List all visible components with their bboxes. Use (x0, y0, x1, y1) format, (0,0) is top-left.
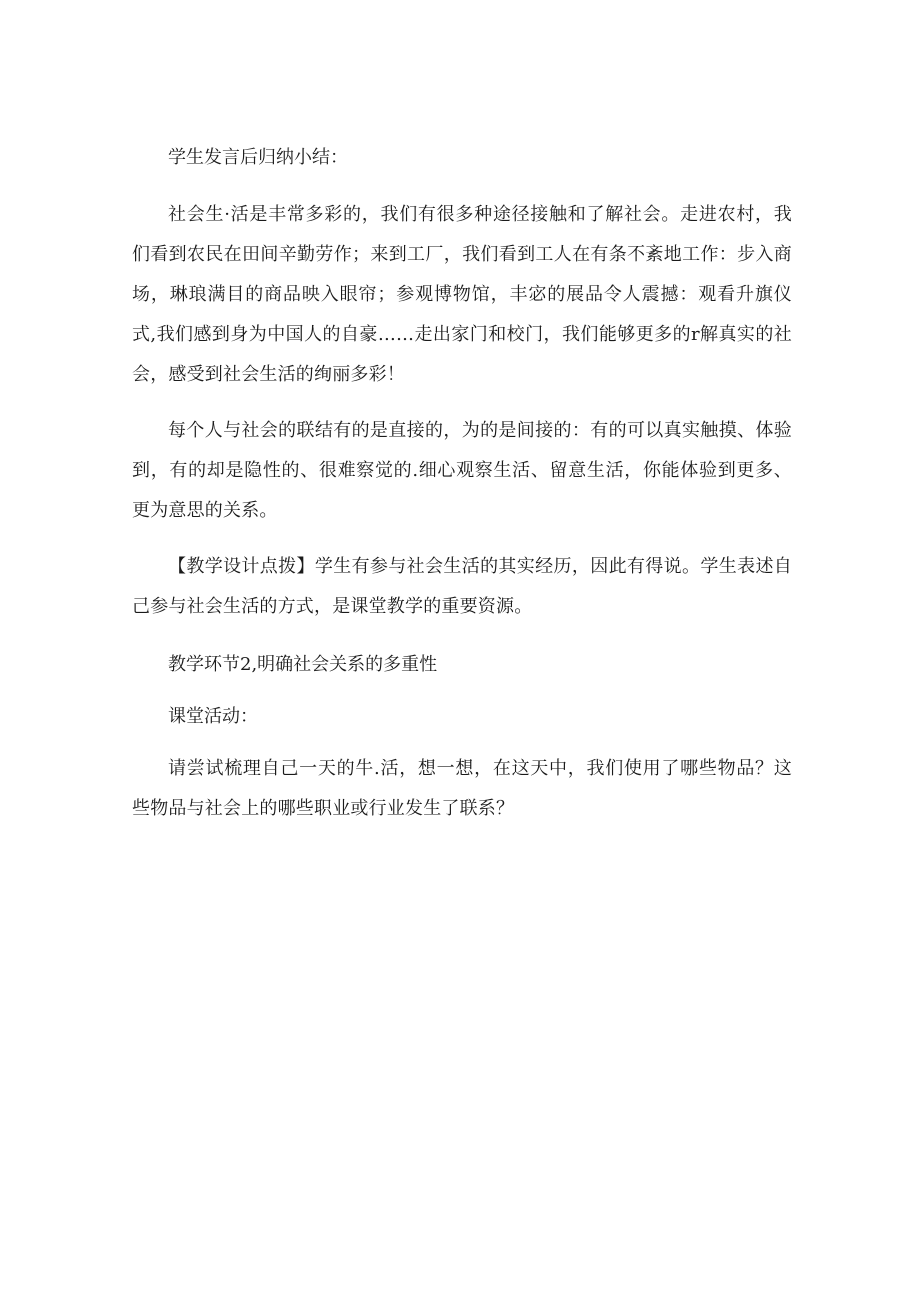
paragraph-connections: 每个人与社会的联结有的是直接的，为的是间接的：有的可以真实触摸、体验到，有的却是隐性的、很难察觉的.细心观察生活、留意生活，你能体验到更多、更为意思的关系。 (132, 420, 792, 521)
paragraph-design-tip: 【教学设计点拨】学生有参与社会生活的其实经历，因此有得说。学生表述自己参与社会生活的方式，是课堂教学的重要资源。 (132, 556, 792, 617)
summary-intro: 学生发言后归纳小结： (168, 147, 348, 168)
document-body (132, 138, 792, 829)
paragraph-activity-prompt: 请尝试梳理自己一天的牛.活，想一想，在这天中，我们使用了哪些物品？这些物品与社会上的哪些职业或行业发生了联系？ (132, 758, 792, 819)
paragraph-social-life: 社会生·活是丰常多彩的，我们有很多种途径接触和了解社会。走进农村，我们看到农民在田间辛勤劳作；来到工厂，我们看到工人在有条不紊地工作：步入商场，琳琅满目的商品映入眼帘；参观博物馆，丰宓的展品令人震撼：观看升旗仪式,我们感到身为中国人的自豪……走出家门和校门，我们能够更多的r解真实的社会，感受到社会生活的绚丽多彩！ (132, 204, 792, 385)
classroom-activity-label: 课堂活动： (168, 706, 258, 727)
section-heading-step-2: 教学环节2,明确社会关系的多重性 (168, 654, 438, 675)
